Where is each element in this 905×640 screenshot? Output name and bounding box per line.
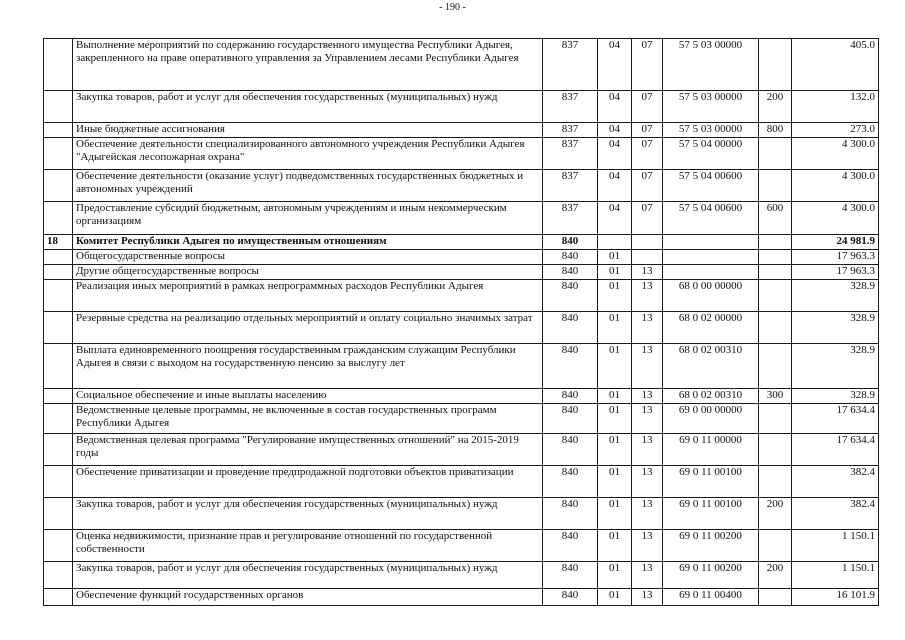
ministry-code-cell: 840 xyxy=(543,530,598,562)
section-code-cell: 01 xyxy=(598,562,632,589)
section-code-cell: 01 xyxy=(598,265,632,280)
subsection-code-cell: 13 xyxy=(632,280,663,312)
ministry-code-cell: 840 xyxy=(543,250,598,265)
section-code-cell: 04 xyxy=(598,123,632,138)
row-name-cell: Комитет Республики Адыгея по имущественным отношениям xyxy=(73,235,543,250)
target-article-cell: 69 0 11 00100 xyxy=(663,498,759,530)
row-name-cell: Иные бюджетные ассигнования xyxy=(73,123,543,138)
amount-cell: 16 101.9 xyxy=(792,589,879,606)
expense-type-cell xyxy=(759,39,792,91)
section-code-cell: 04 xyxy=(598,170,632,202)
subsection-code-cell: 13 xyxy=(632,434,663,466)
section-code-cell: 01 xyxy=(598,280,632,312)
target-article-cell: 68 0 00 00000 xyxy=(663,280,759,312)
section-code-cell: 04 xyxy=(598,91,632,123)
row-name-cell: Выплата единовременного поощрения государственным гражданским служащим Республики Адыгея в связи с выходом на государственную пенсию за выслугу лет xyxy=(73,344,543,389)
expense-type-cell xyxy=(759,344,792,389)
ministry-code-cell: 837 xyxy=(543,202,598,235)
table-row xyxy=(44,312,879,344)
amount-cell: 1 150.1 xyxy=(792,530,879,562)
ministry-code-cell: 837 xyxy=(543,123,598,138)
table-row xyxy=(44,344,879,389)
budget-table xyxy=(43,38,879,606)
target-article-cell: 68 0 02 00000 xyxy=(663,312,759,344)
subsection-code-cell: 13 xyxy=(632,344,663,389)
row-name-cell: Обеспечение деятельности специализированного автономного учреждения Республики Адыгея "Адыгейская лесопожарная охрана" xyxy=(73,138,543,170)
section-code-cell: 01 xyxy=(598,530,632,562)
ministry-code-cell: 840 xyxy=(543,389,598,404)
table-row xyxy=(44,389,879,404)
amount-cell: 328.9 xyxy=(792,280,879,312)
table-row xyxy=(44,530,879,562)
amount-cell: 24 981.9 xyxy=(792,235,879,250)
ministry-code-cell: 840 xyxy=(543,562,598,589)
amount-cell: 328.9 xyxy=(792,389,879,404)
amount-cell: 382.4 xyxy=(792,466,879,498)
ministry-code-cell: 837 xyxy=(543,170,598,202)
subsection-code-cell: 13 xyxy=(632,530,663,562)
subsection-code-cell: 07 xyxy=(632,91,663,123)
target-article-cell: 69 0 11 00200 xyxy=(663,530,759,562)
row-number-cell xyxy=(44,530,73,562)
target-article-cell xyxy=(663,235,759,250)
target-article-cell: 57 5 04 00000 xyxy=(663,138,759,170)
row-name-cell: Обеспечение функций государственных органов xyxy=(73,589,543,606)
section-code-cell: 04 xyxy=(598,138,632,170)
target-article-cell: 69 0 11 00400 xyxy=(663,589,759,606)
row-name-cell: Реализация иных мероприятий в рамках непрограммных расходов Республики Адыгея xyxy=(73,280,543,312)
section-code-cell: 01 xyxy=(598,389,632,404)
row-name-cell: Резервные средства на реализацию отдельных мероприятий и оплату социально значимых затрат xyxy=(73,312,543,344)
table-row xyxy=(44,202,879,235)
expense-type-cell xyxy=(759,530,792,562)
target-article-cell: 69 0 11 00100 xyxy=(663,466,759,498)
table-row xyxy=(44,250,879,265)
row-name-cell: Обеспечение приватизации и проведение предпродажной подготовки объектов приватизации xyxy=(73,466,543,498)
expense-type-cell xyxy=(759,589,792,606)
ministry-code-cell: 840 xyxy=(543,265,598,280)
expense-type-cell: 200 xyxy=(759,498,792,530)
row-number-cell xyxy=(44,91,73,123)
ministry-code-cell: 837 xyxy=(543,138,598,170)
target-article-cell: 69 0 00 00000 xyxy=(663,404,759,434)
amount-cell: 132.0 xyxy=(792,91,879,123)
row-number-cell xyxy=(44,389,73,404)
table-row xyxy=(44,562,879,589)
row-name-cell: Закупка товаров, работ и услуг для обеспечения государственных (муниципальных) нужд xyxy=(73,91,543,123)
row-number-cell xyxy=(44,498,73,530)
subsection-code-cell: 13 xyxy=(632,389,663,404)
ministry-code-cell: 840 xyxy=(543,498,598,530)
ministry-code-cell: 840 xyxy=(543,344,598,389)
section-code-cell: 01 xyxy=(598,250,632,265)
ministry-code-cell: 837 xyxy=(543,39,598,91)
row-number-cell xyxy=(44,312,73,344)
ministry-code-cell: 840 xyxy=(543,280,598,312)
ministry-code-cell: 837 xyxy=(543,91,598,123)
subsection-code-cell: 07 xyxy=(632,39,663,91)
table-row xyxy=(44,498,879,530)
table-row xyxy=(44,138,879,170)
section-code-cell: 01 xyxy=(598,312,632,344)
subsection-code-cell: 13 xyxy=(632,562,663,589)
section-code-cell: 04 xyxy=(598,202,632,235)
row-name-cell: Оценка недвижимости, признание прав и регулирование отношений по государственной собственности xyxy=(73,530,543,562)
table-row xyxy=(44,91,879,123)
section-code-cell xyxy=(598,235,632,250)
row-number-cell xyxy=(44,280,73,312)
target-article-cell: 57 5 03 00000 xyxy=(663,39,759,91)
section-code-cell: 01 xyxy=(598,404,632,434)
amount-cell: 328.9 xyxy=(792,312,879,344)
amount-cell: 4 300.0 xyxy=(792,202,879,235)
row-number-cell xyxy=(44,404,73,434)
row-name-cell: Ведомственная целевая программа "Регулирование имущественных отношений" на 2015-2019 годы xyxy=(73,434,543,466)
table-row xyxy=(44,39,879,91)
table-row xyxy=(44,434,879,466)
amount-cell: 328.9 xyxy=(792,344,879,389)
ministry-code-cell: 840 xyxy=(543,404,598,434)
row-number-cell xyxy=(44,265,73,280)
target-article-cell: 69 0 11 00000 xyxy=(663,434,759,466)
table-row xyxy=(44,170,879,202)
subsection-code-cell: 07 xyxy=(632,123,663,138)
amount-cell: 382.4 xyxy=(792,498,879,530)
row-number-cell xyxy=(44,202,73,235)
amount-cell: 4 300.0 xyxy=(792,170,879,202)
subsection-code-cell: 13 xyxy=(632,404,663,434)
row-number-cell xyxy=(44,250,73,265)
amount-cell: 17 634.4 xyxy=(792,404,879,434)
ministry-code-cell: 840 xyxy=(543,235,598,250)
section-code-cell: 01 xyxy=(598,344,632,389)
row-number-cell xyxy=(44,170,73,202)
amount-cell: 1 150.1 xyxy=(792,562,879,589)
amount-cell: 17 963.3 xyxy=(792,265,879,280)
target-article-cell xyxy=(663,250,759,265)
subsection-code-cell: 07 xyxy=(632,138,663,170)
target-article-cell xyxy=(663,265,759,280)
expense-type-cell xyxy=(759,138,792,170)
subsection-code-cell xyxy=(632,250,663,265)
expense-type-cell xyxy=(759,235,792,250)
amount-cell: 405.0 xyxy=(792,39,879,91)
expense-type-cell: 200 xyxy=(759,91,792,123)
expense-type-cell xyxy=(759,280,792,312)
expense-type-cell xyxy=(759,312,792,344)
target-article-cell: 57 5 04 00600 xyxy=(663,202,759,235)
expense-type-cell: 200 xyxy=(759,562,792,589)
subsection-code-cell: 13 xyxy=(632,312,663,344)
subsection-code-cell: 07 xyxy=(632,202,663,235)
row-number-cell xyxy=(44,562,73,589)
subsection-code-cell: 13 xyxy=(632,466,663,498)
expense-type-cell xyxy=(759,250,792,265)
amount-cell: 4 300.0 xyxy=(792,138,879,170)
page-number: - 190 - xyxy=(439,2,466,13)
row-name-cell: Предоставление субсидий бюджетным, автономным учреждениям и иным некоммерческим организациям xyxy=(73,202,543,235)
row-number-cell xyxy=(44,466,73,498)
row-number-cell xyxy=(44,123,73,138)
target-article-cell: 57 5 04 00600 xyxy=(663,170,759,202)
ministry-code-cell: 840 xyxy=(543,312,598,344)
row-number-cell xyxy=(44,39,73,91)
row-name-cell: Социальное обеспечение и иные выплаты населению xyxy=(73,389,543,404)
section-code-cell: 01 xyxy=(598,466,632,498)
expense-type-cell: 800 xyxy=(759,123,792,138)
target-article-cell: 69 0 11 00200 xyxy=(663,562,759,589)
table-row xyxy=(44,280,879,312)
section-code-cell: 01 xyxy=(598,589,632,606)
expense-type-cell xyxy=(759,404,792,434)
section-code-cell: 01 xyxy=(598,498,632,530)
table-row xyxy=(44,265,879,280)
expense-type-cell xyxy=(759,434,792,466)
section-code-cell: 04 xyxy=(598,39,632,91)
row-number-cell xyxy=(44,589,73,606)
table-row xyxy=(44,123,879,138)
table-row xyxy=(44,466,879,498)
row-name-cell: Общегосударственные вопросы xyxy=(73,250,543,265)
subsection-code-cell: 07 xyxy=(632,170,663,202)
subsection-code-cell: 13 xyxy=(632,589,663,606)
expense-type-cell xyxy=(759,265,792,280)
target-article-cell: 68 0 02 00310 xyxy=(663,389,759,404)
amount-cell: 17 963.3 xyxy=(792,250,879,265)
ministry-code-cell: 840 xyxy=(543,434,598,466)
row-name-cell: Обеспечение деятельности (оказание услуг) подведомственных государственных бюджетных и автономных учреждений xyxy=(73,170,543,202)
row-number-cell xyxy=(44,434,73,466)
expense-type-cell: 300 xyxy=(759,389,792,404)
table-row xyxy=(44,404,879,434)
amount-cell: 273.0 xyxy=(792,123,879,138)
section-code-cell: 01 xyxy=(598,434,632,466)
amount-cell: 17 634.4 xyxy=(792,434,879,466)
target-article-cell: 68 0 02 00310 xyxy=(663,344,759,389)
row-number-cell xyxy=(44,344,73,389)
row-number-cell: 18 xyxy=(44,235,73,250)
row-name-cell: Выполнение мероприятий по содержанию государственного имущества Республики Адыгея, закрепленного на праве оперативного управления за Управлением лесами Республики Адыгея xyxy=(73,39,543,91)
expense-type-cell: 600 xyxy=(759,202,792,235)
row-name-cell: Закупка товаров, работ и услуг для обеспечения государственных (муниципальных) нужд xyxy=(73,498,543,530)
target-article-cell: 57 5 03 00000 xyxy=(663,123,759,138)
row-name-cell: Другие общегосударственные вопросы xyxy=(73,265,543,280)
expense-type-cell xyxy=(759,466,792,498)
row-name-cell: Ведомственные целевые программы, не включенные в состав государственных программ Республики Адыгея xyxy=(73,404,543,434)
subsection-code-cell: 13 xyxy=(632,498,663,530)
subsection-code-cell: 13 xyxy=(632,265,663,280)
target-article-cell: 57 5 03 00000 xyxy=(663,91,759,123)
table-row xyxy=(44,589,879,606)
ministry-code-cell: 840 xyxy=(543,466,598,498)
expense-type-cell xyxy=(759,170,792,202)
table-row xyxy=(44,235,879,250)
row-name-cell: Закупка товаров, работ и услуг для обеспечения государственных (муниципальных) нужд xyxy=(73,562,543,589)
ministry-code-cell: 840 xyxy=(543,589,598,606)
row-number-cell xyxy=(44,138,73,170)
subsection-code-cell xyxy=(632,235,663,250)
